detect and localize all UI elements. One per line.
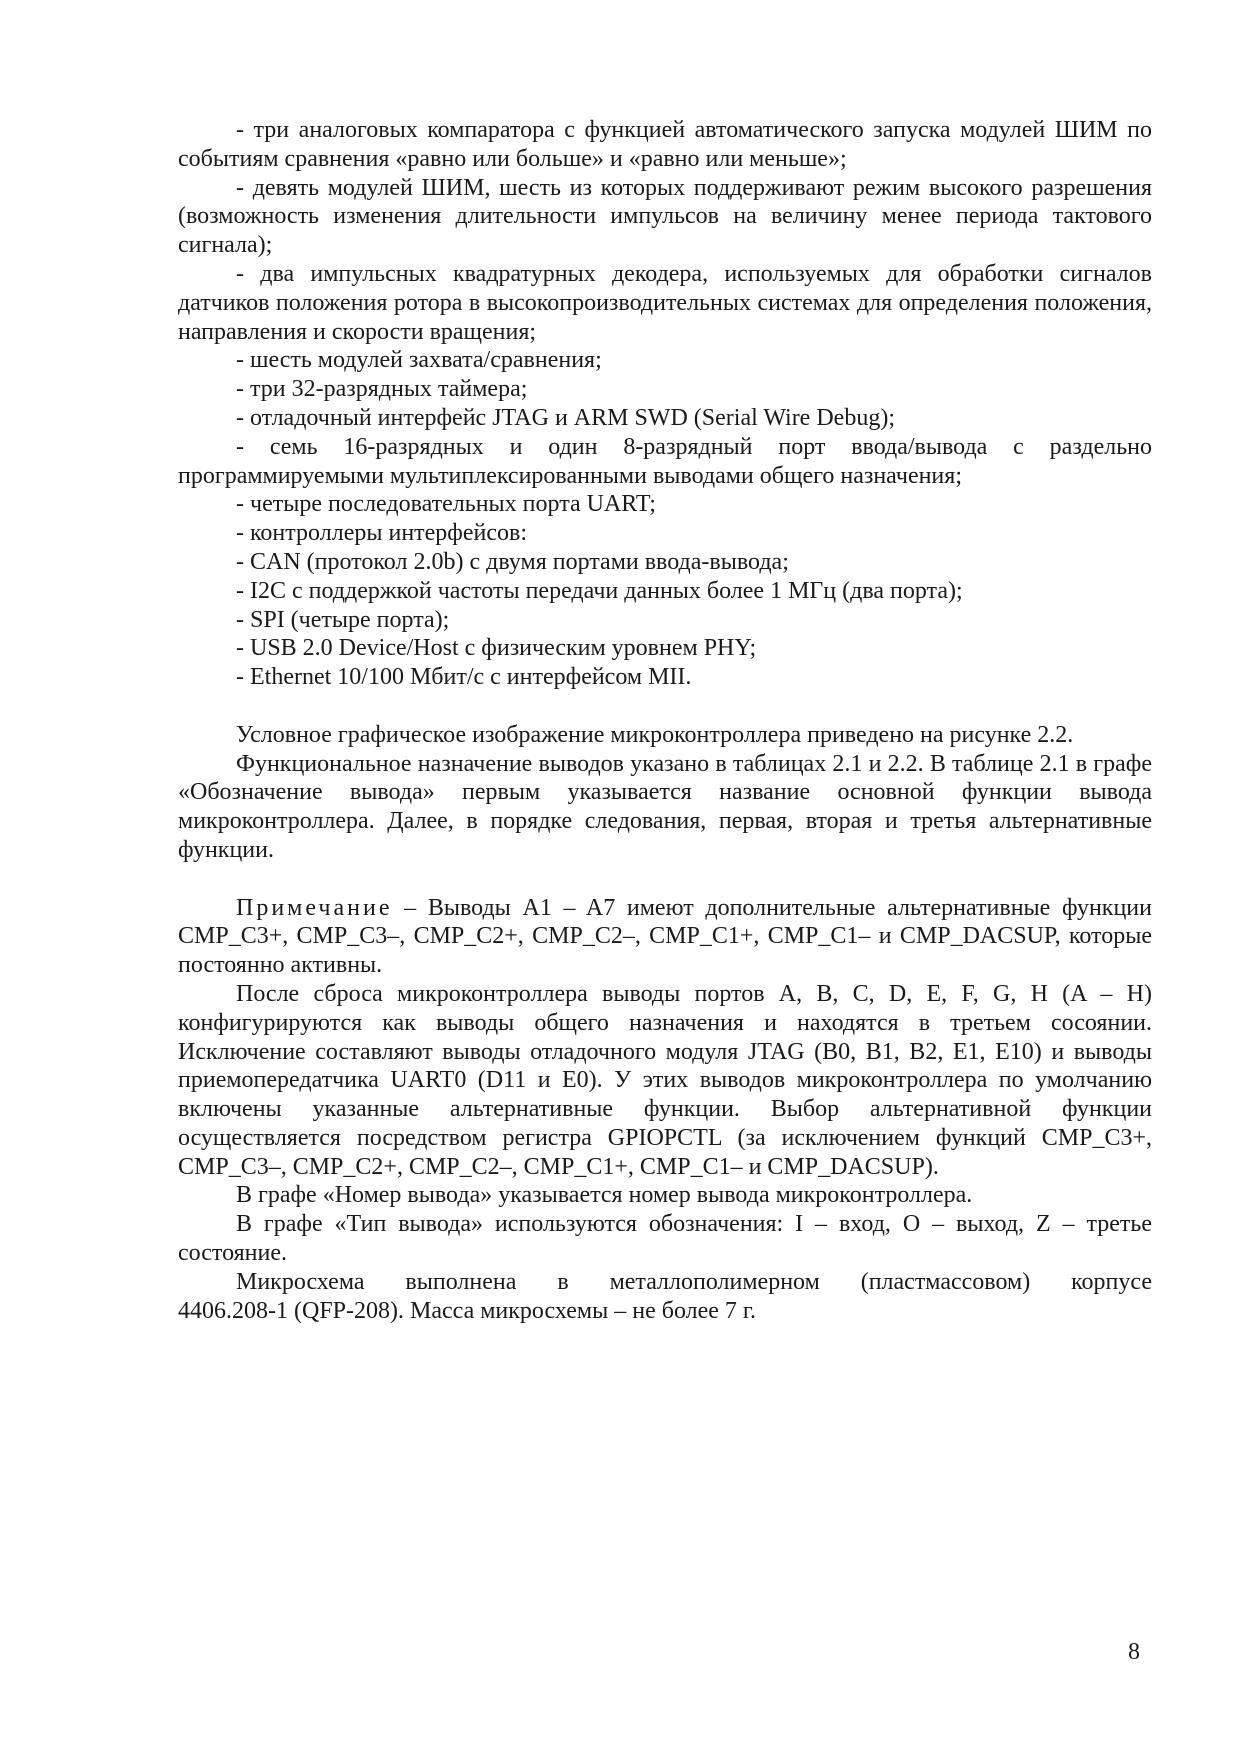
list-item-spi: - SPI (четыре порта); — [236, 606, 450, 633]
paragraph-package-line1: Микросхема выполнена в металлополимерном (пластмассовом) корпусе — [236, 1268, 1152, 1295]
list-item-capture-compare: - шесть модулей захвата/сравнения; — [236, 347, 602, 374]
paragraph-package-line2: 4406.208-1 (QFP-208). Масса микросхемы – не более 7 г. — [178, 1297, 757, 1324]
paragraph-gap — [178, 692, 1152, 721]
paragraph-gap — [178, 865, 1152, 894]
note-text: – Выводы A1 – A7 имеют дополнительные альтернативные функции CMP_C3+, CMP_C3–, CMP_C2+, CMP_C2–, CMP_C1+, CMP_C1– и CMP_DACSUP, которые постоянно активны. — [178, 894, 1152, 979]
body-text — [178, 116, 1152, 1325]
list-item-quadrature-decoders: - два импульсных квадратурных декодера, используемых для обработки сигналов датчиков положения ротора в высокопроизводительных системах для определения положения, направления и скорости вращения; — [178, 260, 1152, 345]
list-item-interface-controllers: - контроллеры интерфейсов: — [236, 520, 527, 547]
list-item-can: - CAN (протокол 2.0b) с двумя портами ввода-вывода; — [236, 548, 789, 575]
paragraph-pin-type: В графе «Тип вывода» используются обозначения: I – вход, O – выход, Z – третье состояние. — [178, 1211, 1152, 1267]
page-number: 8 — [1128, 1639, 1140, 1665]
note-label: Примечание — [236, 894, 393, 921]
paragraph-note — [178, 894, 1152, 980]
list-item-uart: - четыре последовательных порта UART; — [236, 491, 656, 518]
list-item-analog-comparators: - три аналоговых компаратора с функцией автоматического запуска модулей ШИМ по событиям сравнения «равно или больше» и «равно или меньше»; — [178, 117, 1152, 172]
list-item-i2c: - I2C с поддержкой частоты передачи данных более 1 МГц (два порта); — [236, 577, 963, 604]
list-item-usb: - USB 2.0 Device/Host с физическим уровнем PHY; — [236, 635, 757, 662]
paragraph-pin-number: В графе «Номер вывода» указывается номер вывода микроконтроллера. — [236, 1182, 973, 1209]
list-item-debug-interface: - отладочный интерфейс JTAG и ARM SWD (Serial Wire Debug); — [236, 404, 895, 431]
paragraph-functional-purpose: Функциональное назначение выводов указано в таблицах 2.1 и 2.2. В таблице 2.1 в графе «Обозначение вывода» первым указывается название основной функции вывода микроконтроллера. Далее, в порядке следования, первая, вторая и третья альтернативные функции. — [178, 750, 1152, 863]
list-item-pwm-modules: - девять модулей ШИМ, шесть из которых поддерживают режим высокого разрешения (возможность изменения длительности импульсов на величину менее периода тактового сигнала); — [178, 174, 1152, 259]
paragraph-reset-state: После сброса микроконтроллера выводы портов A, B, C, D, E, F, G, H (A – H) конфигурируются как выводы общего назначения и находятся в третьем сосоянии. Исключение составляют выводы отладочного модуля JTAG (B0, B1, B2, E1, E10) и выводы приемопередатчика UART0 (D11 и E0). У этих выводов микроконтроллера по умолчанию включены указанные альтернативные функции. Выбор альтернативной функции осуществляется посредством регистра GPIOPCTL (за исключением функций CMP_C3+, CMP_C3–, CMP_C2+, CMP_C2–, CMP_C1+, CMP_C1– и CMP_DACSUP). — [178, 980, 1152, 1180]
list-item-ethernet: - Ethernet 10/100 Мбит/с с интерфейсом MII. — [236, 664, 692, 691]
list-item-io-ports: - семь 16-разрядных и один 8-разрядный порт ввода/вывода с раздельно программируемыми мультиплексированными выводами общего назначения; — [178, 433, 1152, 489]
list-item-timers: - три 32-разрядных таймера; — [236, 376, 528, 403]
paragraph-figure-reference: Условное графическое изображение микроконтроллера приведено на рисунке 2.2. — [236, 721, 1074, 748]
